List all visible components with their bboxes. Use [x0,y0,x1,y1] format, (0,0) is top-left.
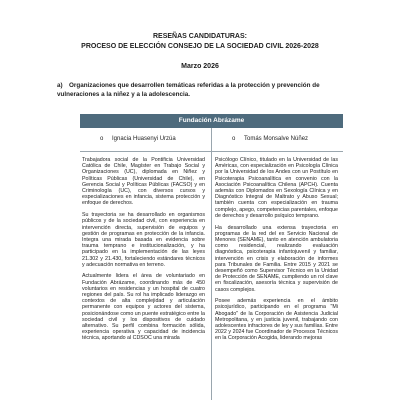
section-heading [57,81,357,99]
bio-paragraph: Su trayectoria se ha desarrollado en organismos públicos y de la sociedad civil, con experiencia en intervención directa, supervisión de equipos y gestión de programas en protección de la infancia. Integra una mirada basada en evidencia sobre trauma temprano e institucionalización, y ha participado en la implementación de las leyes 21.302 y 21.430, fortaleciendo estándares técnicos y adecuación normativa en terreno. [82,212,205,268]
column-divider [211,128,212,400]
section-marker: a) [57,82,63,89]
candidate-bio-left [82,157,205,347]
document-date: Marzo 2026 [181,63,219,70]
section-text: Organizaciones que desarrollen temáticas referidas a la protección y prevención de vulneraciones a la niñez y a la adolescencia. [57,82,320,98]
candidate-name-right: o Tomás Monsalve Núñez [232,136,309,142]
candidate-name-left: o Ignacia Huasenyi Urzúa [100,136,176,142]
bio-paragraph: Trabajadora social de la Pontificia Universidad Católica de Chile, Magíster en Trabajo Social y Organizaciones (UC), diplomada en Niñez y Políticas Públicas (Universidad de Chile), en Gerencia Social y Políticas Públicas (FACSO) y en Criminología (UC), con diversos cursos y especializaciones en infancia, sistema protección y enfoque de derechos. [82,157,205,207]
bio-paragraph: Ha desarrollado una extensa trayectoria en programas de la red del ex Servicio Nacional de Menores (SENAME), tanto en atención ambulatoria como residencial, realizando evaluación diagnóstica, psicoterapia infantojuvenil y familiar, intervención en crisis y elaboración de informes para Tribunales de Familia. Entre 2015 y 2021 se desempeñó como Supervisor Técnico en la Unidad de Protección de SENAME, cumpliendo un rol clave en fiscalización, asesoría técnica y supervisión de casos complejos. [215,224,338,293]
bio-paragraph: Posee además experiencia en el ámbito psicojurídico, participando en el programa "Mi Abogado" de la Corporación de Asistencia Judicial Metropolitana, y en justicia juvenil, trabajando con adolescentes infractores de ley y sus familias. Entre 2022 y 2024 fue Coordinador de Procesos Técnicos en la Corporación Acogida, liderando mejoras [215,298,338,342]
bio-paragraph: Actualmente lidera el área de voluntariado en Fundación Abrázame, coordinando más de 450 voluntarios en residencias y un hospital de cuatro regiones del país. Su rol ha implicado liderazgo en contextos de alta complejidad y articulación permanente con equipos y actores del sistema, posicionándose como un puente estratégico entre la sociedad civil y los dispositivos de cuidado alternativo. Su perfil combina formación sólida, experiencia operativa y capacidad de incidencia técnica, aportando al CDSOC una mirada [82,273,205,342]
document-title: RESEÑAS CANDIDATURAS: [153,33,247,40]
bullet-icon: o [100,136,104,142]
candidate-bio-right [215,157,338,347]
bullet-icon: o [232,136,236,142]
organization-header: Fundación Abrázame [80,114,343,128]
document-subtitle: PROCESO DE ELECCIÓN CONSEJO DE LA SOCIEDAD CIVIL 2026-2028 [81,43,319,50]
row-divider [80,151,343,152]
bio-paragraph: Psicólogo Clínico, titulado en la Universidad de las Américas, con especialización en Psicología Clínica por la Universidad de los Andes con un Postítulo en Psicoterapia Psicoanalítica en convenio con la Asociación Psicoanalítica Chilena (APCH). Cuenta además con Diplomados en Sexología Clínica y en Diagnóstico Integral de Maltrato y Abuso Sexual; también cuenta con especialización en trauma complejo, apego, competencias parentales, enfoque de derechos y desarrollo psíquico temprano. [215,157,338,219]
candidates-table [80,128,343,400]
